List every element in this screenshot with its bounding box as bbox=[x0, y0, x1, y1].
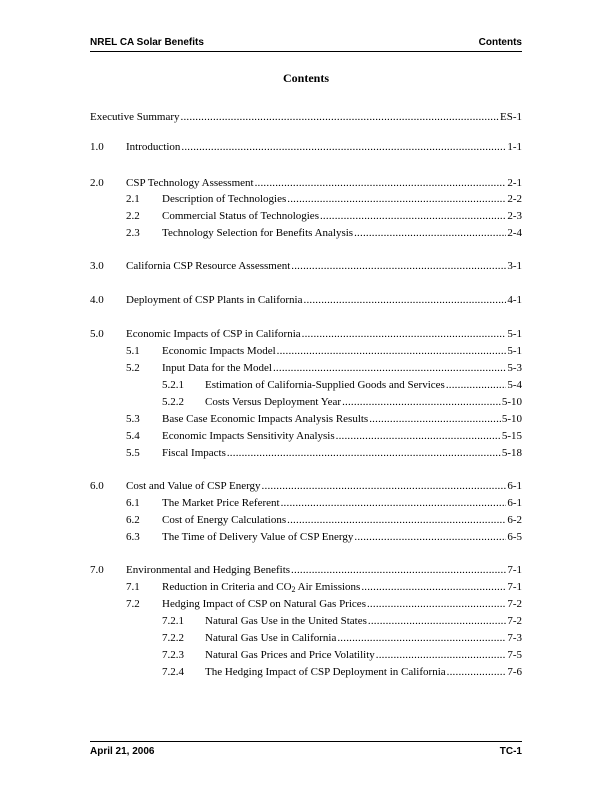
toc-entry[interactable] bbox=[162, 513, 522, 528]
toc-entry[interactable] bbox=[126, 176, 522, 191]
footer-page-number: TC-1 bbox=[499, 746, 522, 757]
toc-entry[interactable] bbox=[162, 344, 522, 359]
toc-entry[interactable] bbox=[162, 226, 522, 241]
dot-leader bbox=[291, 259, 506, 274]
toc-entry-number: 5.1 bbox=[126, 345, 140, 357]
toc-entry-page: 5-1 bbox=[507, 328, 522, 340]
toc-entry-title: Commercial Status of Technologies bbox=[162, 210, 319, 222]
dot-leader bbox=[255, 176, 507, 191]
toc-entry[interactable] bbox=[162, 446, 522, 461]
dot-leader bbox=[287, 513, 506, 528]
toc-entry[interactable] bbox=[162, 530, 522, 545]
toc-entry[interactable] bbox=[162, 192, 522, 207]
toc-entry-title: Costs Versus Deployment Year bbox=[205, 396, 342, 408]
dot-leader bbox=[367, 597, 506, 612]
header-section: Contents bbox=[478, 37, 522, 48]
dot-leader bbox=[291, 563, 506, 578]
dot-leader bbox=[368, 614, 506, 629]
toc-entry[interactable] bbox=[162, 209, 522, 224]
toc-entry-page: 4-1 bbox=[507, 294, 522, 306]
toc-entry-page: 3-1 bbox=[507, 260, 522, 272]
toc-entry-page: 2-1 bbox=[507, 177, 522, 189]
toc-entry-number: 5.3 bbox=[126, 413, 140, 425]
toc-entry-title: The Time of Delivery Value of CSP Energy bbox=[162, 531, 354, 543]
toc-entry[interactable] bbox=[126, 479, 522, 494]
toc-entry-number: 1.0 bbox=[90, 141, 104, 153]
toc-entry[interactable] bbox=[162, 429, 522, 444]
dot-leader bbox=[369, 412, 501, 427]
dot-leader bbox=[342, 395, 501, 410]
toc-entry-page: 7-1 bbox=[507, 564, 522, 576]
toc-entry-number: 2.2 bbox=[126, 210, 140, 222]
toc-entry[interactable] bbox=[126, 293, 522, 308]
toc-entry-page: 6-1 bbox=[507, 497, 522, 509]
toc-entry-title: Natural Gas Use in California bbox=[205, 632, 337, 644]
dot-leader bbox=[227, 446, 501, 461]
dot-leader bbox=[287, 192, 506, 207]
toc-entry-title: Cost of Energy Calculations bbox=[162, 514, 287, 526]
toc-entry[interactable] bbox=[126, 140, 522, 155]
toc-entry-number: 2.1 bbox=[126, 193, 140, 205]
toc-entry-number: 6.0 bbox=[90, 480, 104, 492]
dot-leader bbox=[281, 496, 507, 511]
toc-entry-number: 7.2.1 bbox=[162, 615, 184, 627]
toc-entry-title: Economic Impacts Model bbox=[162, 345, 276, 357]
toc-entry-title: CSP Technology Assessment bbox=[126, 177, 254, 189]
toc-entry-page: 5-10 bbox=[501, 396, 522, 408]
toc-entry[interactable] bbox=[162, 361, 522, 376]
page-title: Contents bbox=[282, 71, 329, 85]
toc-entry-page: 2-2 bbox=[507, 193, 522, 205]
toc-entry-number: 6.3 bbox=[126, 531, 140, 543]
toc-entry-number: 4.0 bbox=[90, 294, 104, 306]
toc-entry-number: 7.2.3 bbox=[162, 649, 184, 661]
header-doc-title: NREL CA Solar Benefits bbox=[90, 37, 204, 48]
dot-leader bbox=[302, 327, 507, 342]
toc-entry-number: 7.2 bbox=[126, 598, 140, 610]
toc-entry-title: Hedging Impact of CSP on Natural Gas Prices bbox=[162, 598, 366, 610]
toc-entry-number: 7.2.2 bbox=[162, 632, 184, 644]
toc-entry-title: Natural Gas Use in the United States bbox=[205, 615, 367, 627]
toc-entry[interactable] bbox=[162, 412, 522, 427]
toc-entry-page: 1-1 bbox=[507, 141, 522, 153]
toc-entry-title: Input Data for the Model bbox=[162, 362, 272, 374]
toc-entry-title: Cost and Value of CSP Energy bbox=[126, 480, 261, 492]
toc-entry[interactable] bbox=[205, 665, 522, 680]
toc-entry-page: 7-1 bbox=[507, 581, 522, 593]
toc-entry-title: Executive Summary bbox=[90, 111, 180, 123]
toc-entry[interactable] bbox=[162, 496, 522, 511]
toc-entry-number: 5.0 bbox=[90, 328, 104, 340]
toc-entry[interactable] bbox=[126, 327, 522, 342]
toc-entry[interactable] bbox=[205, 378, 522, 393]
toc-entry-page: 5-10 bbox=[501, 413, 522, 425]
toc-entry-page: 7-6 bbox=[507, 666, 522, 678]
toc-entry-page: ES-1 bbox=[500, 111, 522, 123]
toc-entry-number: 6.1 bbox=[126, 497, 140, 509]
toc-entry-number: 7.1 bbox=[126, 581, 140, 593]
toc-entry-page: 2-3 bbox=[507, 210, 522, 222]
toc-entry-subscript: 2 bbox=[291, 585, 296, 594]
toc-entry[interactable] bbox=[205, 395, 522, 410]
toc-entry-page: 5-3 bbox=[507, 362, 522, 374]
page-footer bbox=[90, 741, 522, 759]
toc-entry[interactable] bbox=[205, 631, 522, 646]
dot-leader bbox=[320, 209, 506, 224]
toc-entry[interactable] bbox=[205, 648, 522, 663]
toc-entry-page: 2-4 bbox=[507, 227, 522, 239]
toc-entry-title: Deployment of CSP Plants in California bbox=[126, 294, 303, 306]
toc-entry-title: Fiscal Impacts bbox=[162, 447, 226, 459]
toc-entry-page: 7-2 bbox=[507, 615, 522, 627]
toc-entry-title-part: Air Emissions bbox=[295, 581, 361, 593]
dot-leader bbox=[181, 140, 506, 155]
toc-entry-number: 2.3 bbox=[126, 227, 140, 239]
toc-entry-title: Description of Technologies bbox=[162, 193, 287, 205]
toc-entry-title: Base Case Economic Impacts Analysis Results bbox=[162, 413, 369, 425]
toc-entry-number: 5.5 bbox=[126, 447, 140, 459]
toc-entry[interactable] bbox=[205, 614, 522, 629]
toc-entry-page: 5-18 bbox=[501, 447, 522, 459]
dot-leader bbox=[354, 530, 506, 545]
dot-leader bbox=[336, 429, 501, 444]
toc-entry-title: Economic Impacts Sensitivity Analysis bbox=[162, 430, 335, 442]
toc-entry[interactable] bbox=[90, 110, 522, 125]
dot-leader bbox=[277, 344, 507, 359]
toc-entry-page: 5-1 bbox=[507, 345, 522, 357]
footer-date: April 21, 2006 bbox=[90, 746, 155, 757]
page-header bbox=[90, 37, 522, 52]
toc-entry-number: 5.2.2 bbox=[162, 396, 184, 408]
toc-entry-number: 7.0 bbox=[90, 564, 104, 576]
toc-entry-page: 7-2 bbox=[507, 598, 522, 610]
dot-leader bbox=[446, 378, 507, 393]
toc-entry[interactable] bbox=[126, 259, 522, 274]
toc-entry-number: 2.0 bbox=[90, 177, 104, 189]
toc-entry[interactable] bbox=[126, 563, 522, 578]
toc-entry-number: 5.2.1 bbox=[162, 379, 184, 391]
toc-entry-title bbox=[162, 580, 360, 595]
toc-entry-number: 6.2 bbox=[126, 514, 140, 526]
toc-entry-page: 6-2 bbox=[507, 514, 522, 526]
toc-entry-title: Introduction bbox=[126, 141, 181, 153]
toc-entry-number: 7.2.4 bbox=[162, 666, 184, 678]
toc-entry-page: 5-15 bbox=[501, 430, 522, 442]
toc-entry-number: 5.2 bbox=[126, 362, 140, 374]
toc-entry-page: 7-3 bbox=[507, 632, 522, 644]
toc-entry-number: 3.0 bbox=[90, 260, 104, 272]
toc-entry-title: California CSP Resource Assessment bbox=[126, 260, 291, 272]
dot-leader bbox=[376, 648, 507, 663]
toc-entry-page: 5-4 bbox=[507, 379, 522, 391]
toc-entry-title: Economic Impacts of CSP in California bbox=[126, 328, 301, 340]
toc-entry-title: Environmental and Hedging Benefits bbox=[126, 564, 291, 576]
dot-leader bbox=[262, 479, 507, 494]
dot-leader bbox=[337, 631, 506, 646]
dot-leader bbox=[304, 293, 507, 308]
toc-entry-title: Estimation of California-Supplied Goods and Services bbox=[205, 379, 445, 391]
dot-leader bbox=[361, 580, 506, 595]
dot-leader bbox=[181, 110, 499, 125]
toc-entry-page: 6-5 bbox=[507, 531, 522, 543]
dot-leader bbox=[273, 361, 506, 376]
dot-leader bbox=[447, 665, 507, 680]
toc-entry-page: 7-5 bbox=[507, 649, 522, 661]
toc-entry-title: Natural Gas Prices and Price Volatility bbox=[205, 649, 375, 661]
dot-leader bbox=[354, 226, 506, 241]
toc-entry[interactable] bbox=[162, 580, 522, 595]
toc-entry-title: The Hedging Impact of CSP Deployment in California bbox=[205, 666, 446, 678]
toc-entry[interactable] bbox=[162, 597, 522, 612]
toc-entry-page: 6-1 bbox=[507, 480, 522, 492]
toc-entry-title-part: Reduction in Criteria and CO bbox=[162, 581, 292, 593]
toc-entry-title: The Market Price Referent bbox=[162, 497, 280, 509]
toc-entry-number: 5.4 bbox=[126, 430, 140, 442]
toc-entry-title: Technology Selection for Benefits Analysis bbox=[162, 227, 354, 239]
